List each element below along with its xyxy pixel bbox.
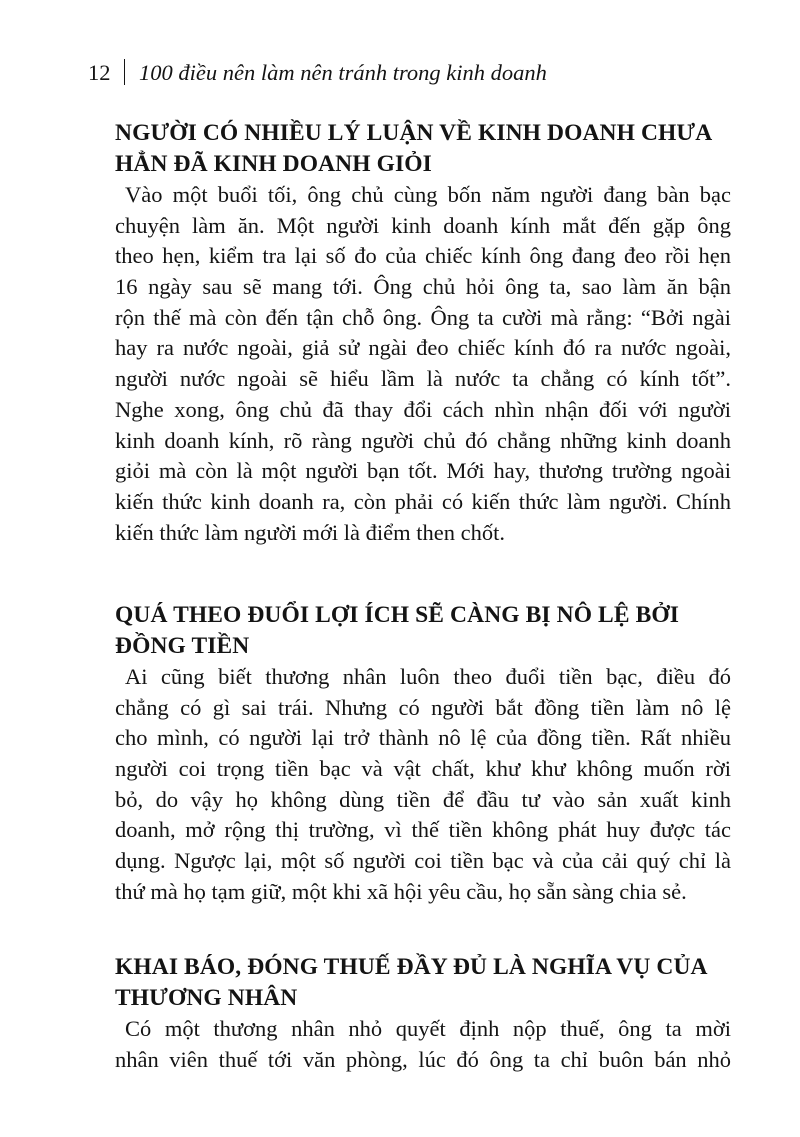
paragraph-line: 16 ngày sau sẽ mang tới. Ông chủ hỏi ông ta, sao làm ăn bận xyxy=(115,274,731,300)
page-number: 12 xyxy=(88,60,111,85)
paragraph-line: giỏi mà còn là một người bạn tốt. Mới hay, thương trường ngoài xyxy=(115,458,731,484)
paragraph-line: người nước ngoài sẽ hiểu lầm là nước ta chẳng có kính tốt”. xyxy=(115,366,731,392)
paragraph-line: cho mình, có người lại trở thành nô lệ của đồng tiền. Rất nhiều xyxy=(115,725,731,751)
paragraph-line: doanh, mở rộng thị trường, vì thế tiền không phát huy được tác xyxy=(115,817,731,843)
paragraph-line: Vào một buổi tối, ông chủ cùng bốn năm người đang bàn bạc xyxy=(125,182,731,207)
section-heading xyxy=(115,600,731,662)
heading-line: NGƯỜI CÓ NHIỀU LÝ LUẬN VỀ KINH DOANH CHƯA xyxy=(115,120,713,146)
heading-line: KHAI BÁO, ĐÓNG THUẾ ĐẦY ĐỦ LÀ NGHĨA VỤ CỦA xyxy=(115,954,708,980)
heading-line: HẲN ĐÃ KINH DOANH GIỎI xyxy=(115,151,432,177)
heading-line: ĐỒNG TIỀN xyxy=(115,633,250,659)
section-paragraph xyxy=(115,662,731,908)
running-header xyxy=(88,58,547,88)
paragraph-line: Ai cũng biết thương nhân luôn theo đuổi tiền bạc, điều đó xyxy=(125,664,731,689)
section-1 xyxy=(115,118,731,548)
section-paragraph xyxy=(115,180,731,548)
header-separator xyxy=(124,59,126,85)
section-heading xyxy=(115,952,731,1014)
paragraph-line: Nghe xong, ông chủ đã thay đổi cách nhìn nhận đối với người xyxy=(115,396,731,422)
paragraph-line: hay ra nước ngoài, giả sử ngài đeo chiếc kính đó ra nước ngoài, xyxy=(115,335,731,361)
paragraph-line: kiến thức làm người mới là điểm then chốt. xyxy=(115,519,505,545)
heading-line: THƯƠNG NHÂN xyxy=(115,985,298,1011)
paragraph-line: theo hẹn, kiểm tra lại số đo của chiếc kính ông đang đeo rồi hẹn xyxy=(115,243,731,269)
paragraph-line: kinh doanh kính, rõ ràng người chủ đó chẳng những kinh doanh xyxy=(115,427,731,453)
paragraph-line: rộn thế mà còn đến tận chỗ ông. Ông ta cười mà rằng: “Bởi ngài xyxy=(115,304,731,330)
book-title: 100 điều nên làm nên tránh trong kinh doanh xyxy=(139,60,547,85)
section-3 xyxy=(115,952,731,1075)
heading-line: QUÁ THEO ĐUỔI LỢI ÍCH SẼ CÀNG BỊ NÔ LỆ BỞI xyxy=(115,602,679,628)
paragraph-line: chuyện làm ăn. Một người kinh doanh kính mắt đến gặp ông xyxy=(115,212,731,238)
paragraph-line: thứ mà họ tạm giữ, một khi xã hội yêu cầu, họ sẵn sàng chia sẻ. xyxy=(115,878,687,904)
section-paragraph xyxy=(115,1014,731,1075)
paragraph-line: chẳng có gì sai trái. Nhưng có người bắt đồng tiền làm nô lệ xyxy=(115,694,731,720)
section-2 xyxy=(115,600,731,908)
paragraph-line: bỏ, do vậy họ không dùng tiền để đầu tư vào sản xuất kinh xyxy=(115,786,731,812)
paragraph-line: nhân viên thuế tới văn phòng, lúc đó ông ta chỉ buôn bán nhỏ xyxy=(115,1046,731,1072)
paragraph-line: kiến thức kinh doanh ra, còn phải có kiến thức làm người. Chính xyxy=(115,488,731,514)
paragraph-line: dụng. Ngược lại, một số người coi tiền bạc và của cải quý chỉ là xyxy=(115,848,731,874)
paragraph-line: Có một thương nhân nhỏ quyết định nộp thuế, ông ta mời xyxy=(125,1016,731,1041)
paragraph-line: người coi trọng tiền bạc và vật chất, khư khư không muốn rời xyxy=(115,756,731,782)
section-heading xyxy=(115,118,731,180)
